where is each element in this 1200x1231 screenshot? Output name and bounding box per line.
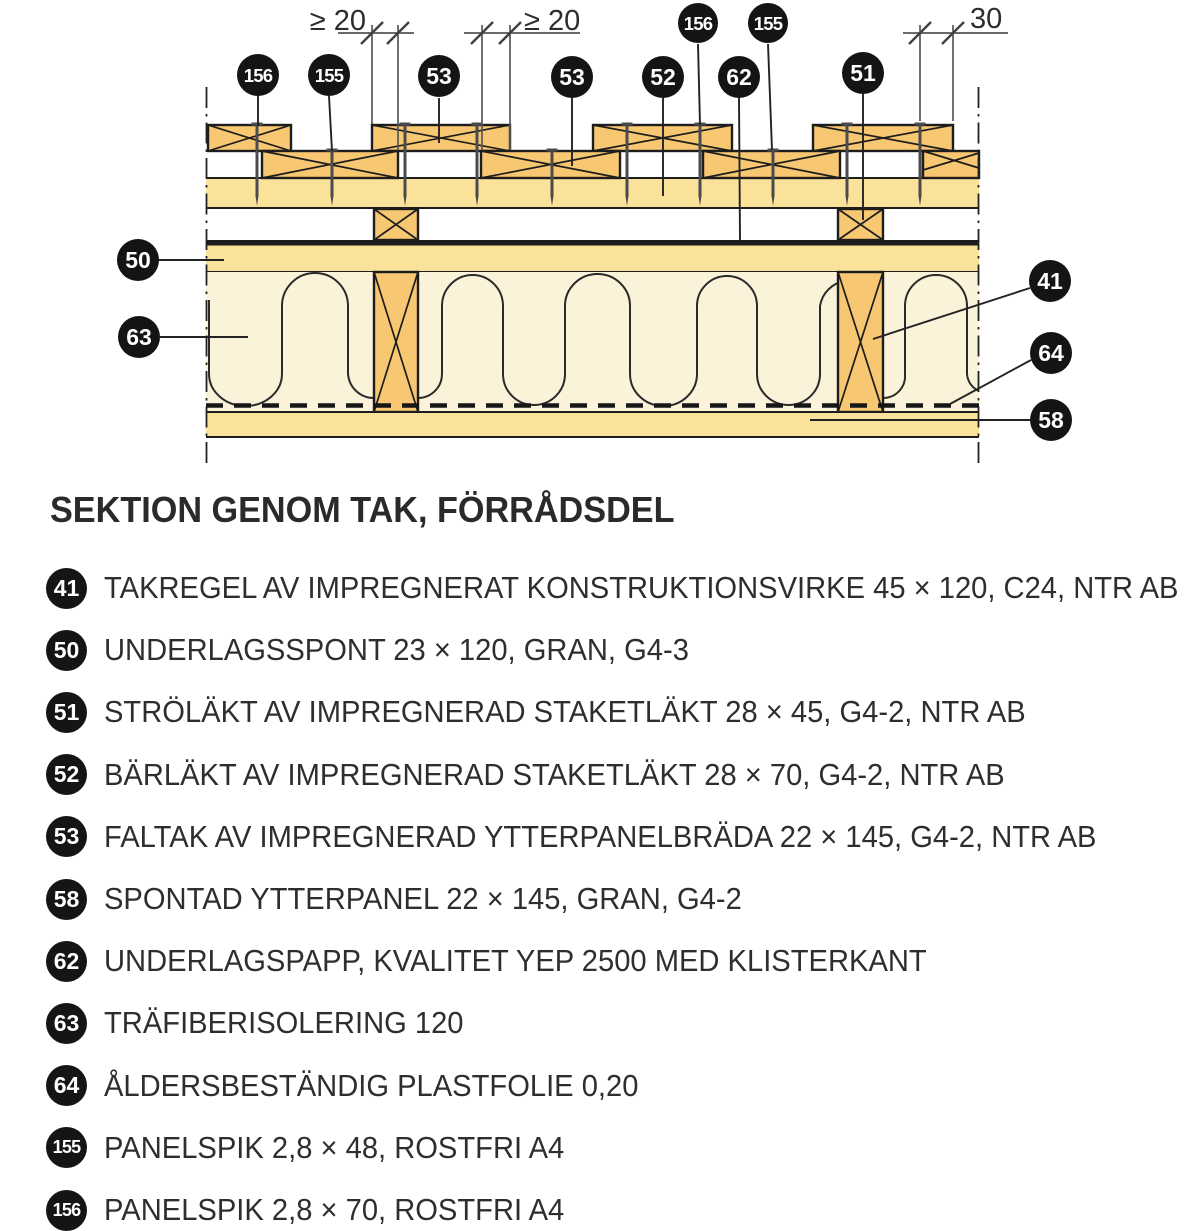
page-title: SEKTION GENOM TAK, FÖRRÅDSDEL [50, 489, 675, 530]
legend-item [46, 878, 783, 920]
svg-text:155: 155 [314, 65, 344, 86]
legend-item [46, 1002, 486, 1044]
legend-item [46, 1127, 594, 1169]
legend-ref-badge: 50 [46, 630, 87, 671]
legend-item-text: PANELSPIK 2,8 × 70, ROSTFRI A4 [104, 1192, 565, 1227]
legend-item [46, 940, 979, 982]
legend-item [46, 691, 1085, 733]
dimension-label: 30 [970, 3, 1003, 35]
legend-item-text: FALTAK AV IMPREGNERAD YTTERPANELBRÄDA 22 × 145, G4-2, NTR AB [104, 818, 1097, 854]
svg-text:58: 58 [1038, 407, 1064, 433]
legend-ref-badge: 63 [46, 1003, 87, 1044]
svg-text:62: 62 [726, 64, 752, 90]
legend-ref-badge: 52 [46, 754, 87, 795]
svg-text:156: 156 [683, 13, 713, 34]
legend-item-text: STRÖLÄKT AV IMPREGNERAD STAKETLÄKT 28 × 45, G4-2, NTR AB [104, 694, 1026, 730]
svg-text:63: 63 [126, 324, 152, 350]
svg-text:41: 41 [1037, 268, 1063, 294]
dimension-label: ≥ 20 [524, 5, 581, 37]
legend-ref-badge: 53 [46, 816, 87, 857]
svg-text:50: 50 [125, 247, 151, 273]
legend-ref-badge: 41 [46, 568, 87, 609]
legend-item-text: ÅLDERSBESTÄNDIG PLASTFOLIE 0,20 [104, 1067, 639, 1103]
legend-item [46, 816, 1160, 858]
svg-text:53: 53 [559, 64, 585, 90]
dimension-label: ≥ 20 [309, 5, 366, 37]
legend-ref-badge: 156 [46, 1190, 87, 1231]
legend-item [46, 754, 1062, 796]
legend-ref-badge: 51 [46, 692, 87, 733]
legend-item [46, 567, 1200, 609]
svg-text:51: 51 [850, 60, 876, 86]
legend-ref-badge: 155 [46, 1127, 87, 1168]
legend-ref-badge: 58 [46, 879, 87, 920]
legend-item-text: PANELSPIK 2,8 × 48, ROSTFRI A4 [104, 1129, 565, 1165]
legend-item-text: TRÄFIBERISOLERING 120 [104, 1005, 464, 1041]
svg-text:52: 52 [650, 64, 676, 90]
legend-item [46, 1189, 594, 1231]
legend-item-text: SPONTAD YTTERPANEL 22 × 145, GRAN, G4-2 [104, 881, 742, 916]
legend-item-text: BÄRLÄKT AV IMPREGNERAD STAKETLÄKT 28 × 70, G4-2, NTR AB [104, 756, 1005, 792]
legend-ref-badge: 62 [46, 941, 87, 982]
svg-text:53: 53 [426, 63, 452, 89]
svg-text:155: 155 [753, 13, 783, 34]
legend-item [46, 629, 726, 671]
svg-text:64: 64 [1038, 340, 1064, 366]
legend-item [46, 1065, 673, 1107]
legend-item-text: TAKREGEL AV IMPREGNERAT KONSTRUKTIONSVIRKE 45 × 120, C24, NTR AB [104, 570, 1179, 605]
legend-item-text: UNDERLAGSSPONT 23 × 120, GRAN, G4-3 [104, 632, 689, 668]
svg-text:156: 156 [243, 65, 273, 86]
legend-ref-badge: 64 [46, 1065, 87, 1106]
legend-item-text: UNDERLAGSPAPP, KVALITET YEP 2500 MED KLISTERKANT [104, 943, 927, 979]
